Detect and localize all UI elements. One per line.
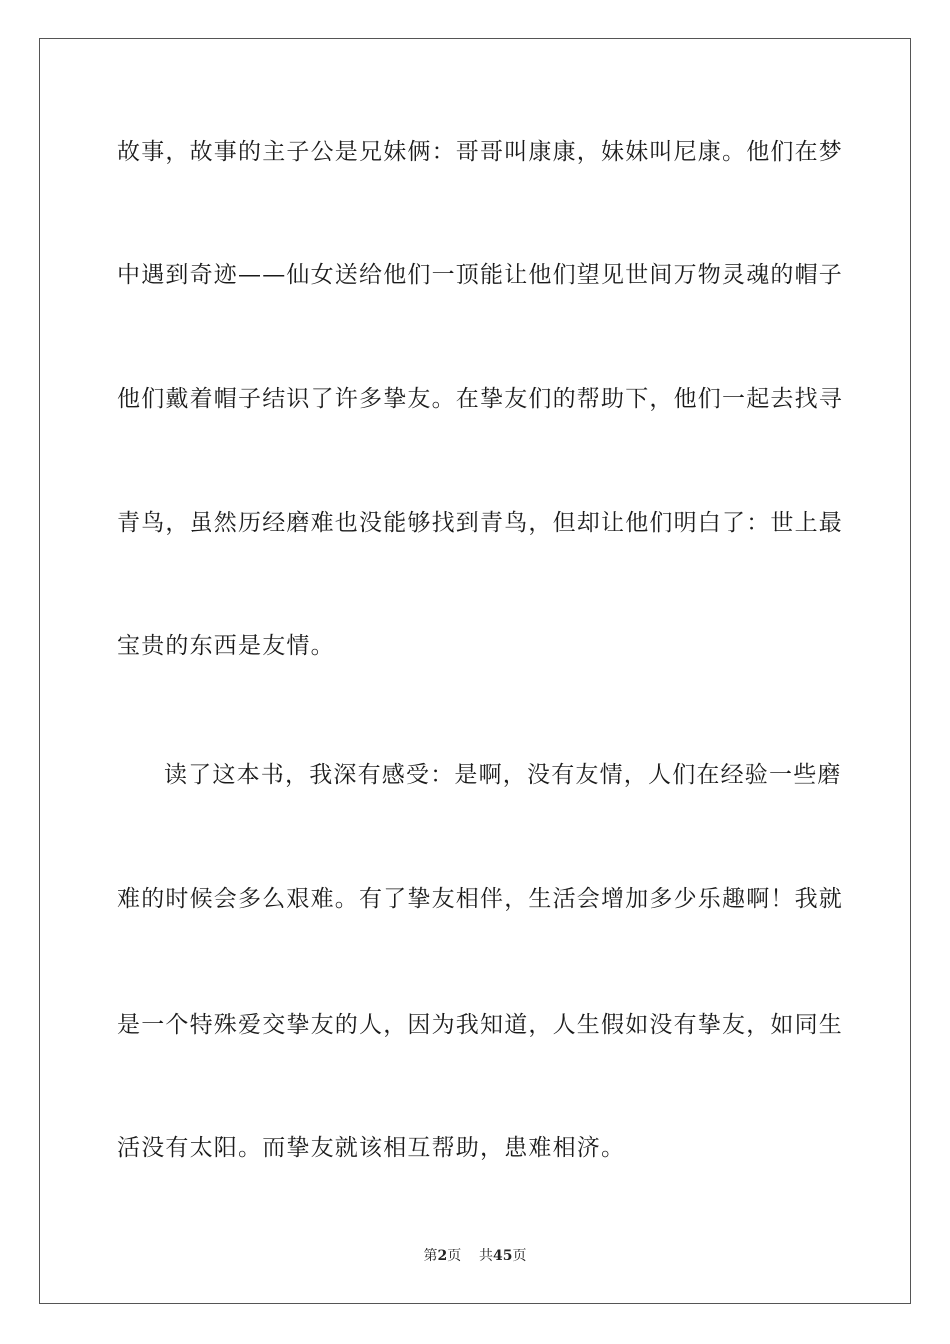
total-pages: 45 — [493, 1248, 513, 1264]
paragraph-line: 故事，故事的主子公是兄妹俩：哥哥叫康康，妹妹叫尼康。他们在梦 — [117, 139, 843, 165]
page-prefix: 第 — [423, 1248, 438, 1264]
paragraph-line: 读了这本书，我深有感受：是啊，没有友情，人们在经验一些磨 — [164, 762, 842, 788]
total-suffix: 页 — [512, 1248, 527, 1264]
paragraph-line: 青鸟，虽然历经磨难也没能够找到青鸟，但却让他们明白了：世上最 — [117, 510, 843, 536]
page-number: 2 — [437, 1248, 448, 1264]
paragraph-line: 难的时候会多么艰难。有了挚友相伴，生活会增加多少乐趣啊！我就 — [117, 886, 843, 912]
paragraph-line: 活没有太阳。而挚友就该相互帮助，患难相济。 — [117, 1135, 626, 1161]
paragraph-line: 宝贵的东西是友情。 — [117, 633, 335, 659]
page-border — [39, 38, 911, 1304]
page-footer — [0, 1246, 950, 1266]
paragraph-line: 中遇到奇迹——仙女送给他们一顶能让他们望见世间万物灵魂的帽子 — [117, 262, 843, 288]
total-prefix: 共 — [479, 1248, 494, 1264]
paragraph-line: 是一个特殊爱交挚友的人，因为我知道，人生假如没有挚友，如同生 — [117, 1012, 843, 1038]
page-suffix: 页 — [447, 1248, 462, 1264]
paragraph-line: 他们戴着帽子结识了许多挚友。在挚友们的帮助下，他们一起去找寻 — [117, 386, 843, 412]
